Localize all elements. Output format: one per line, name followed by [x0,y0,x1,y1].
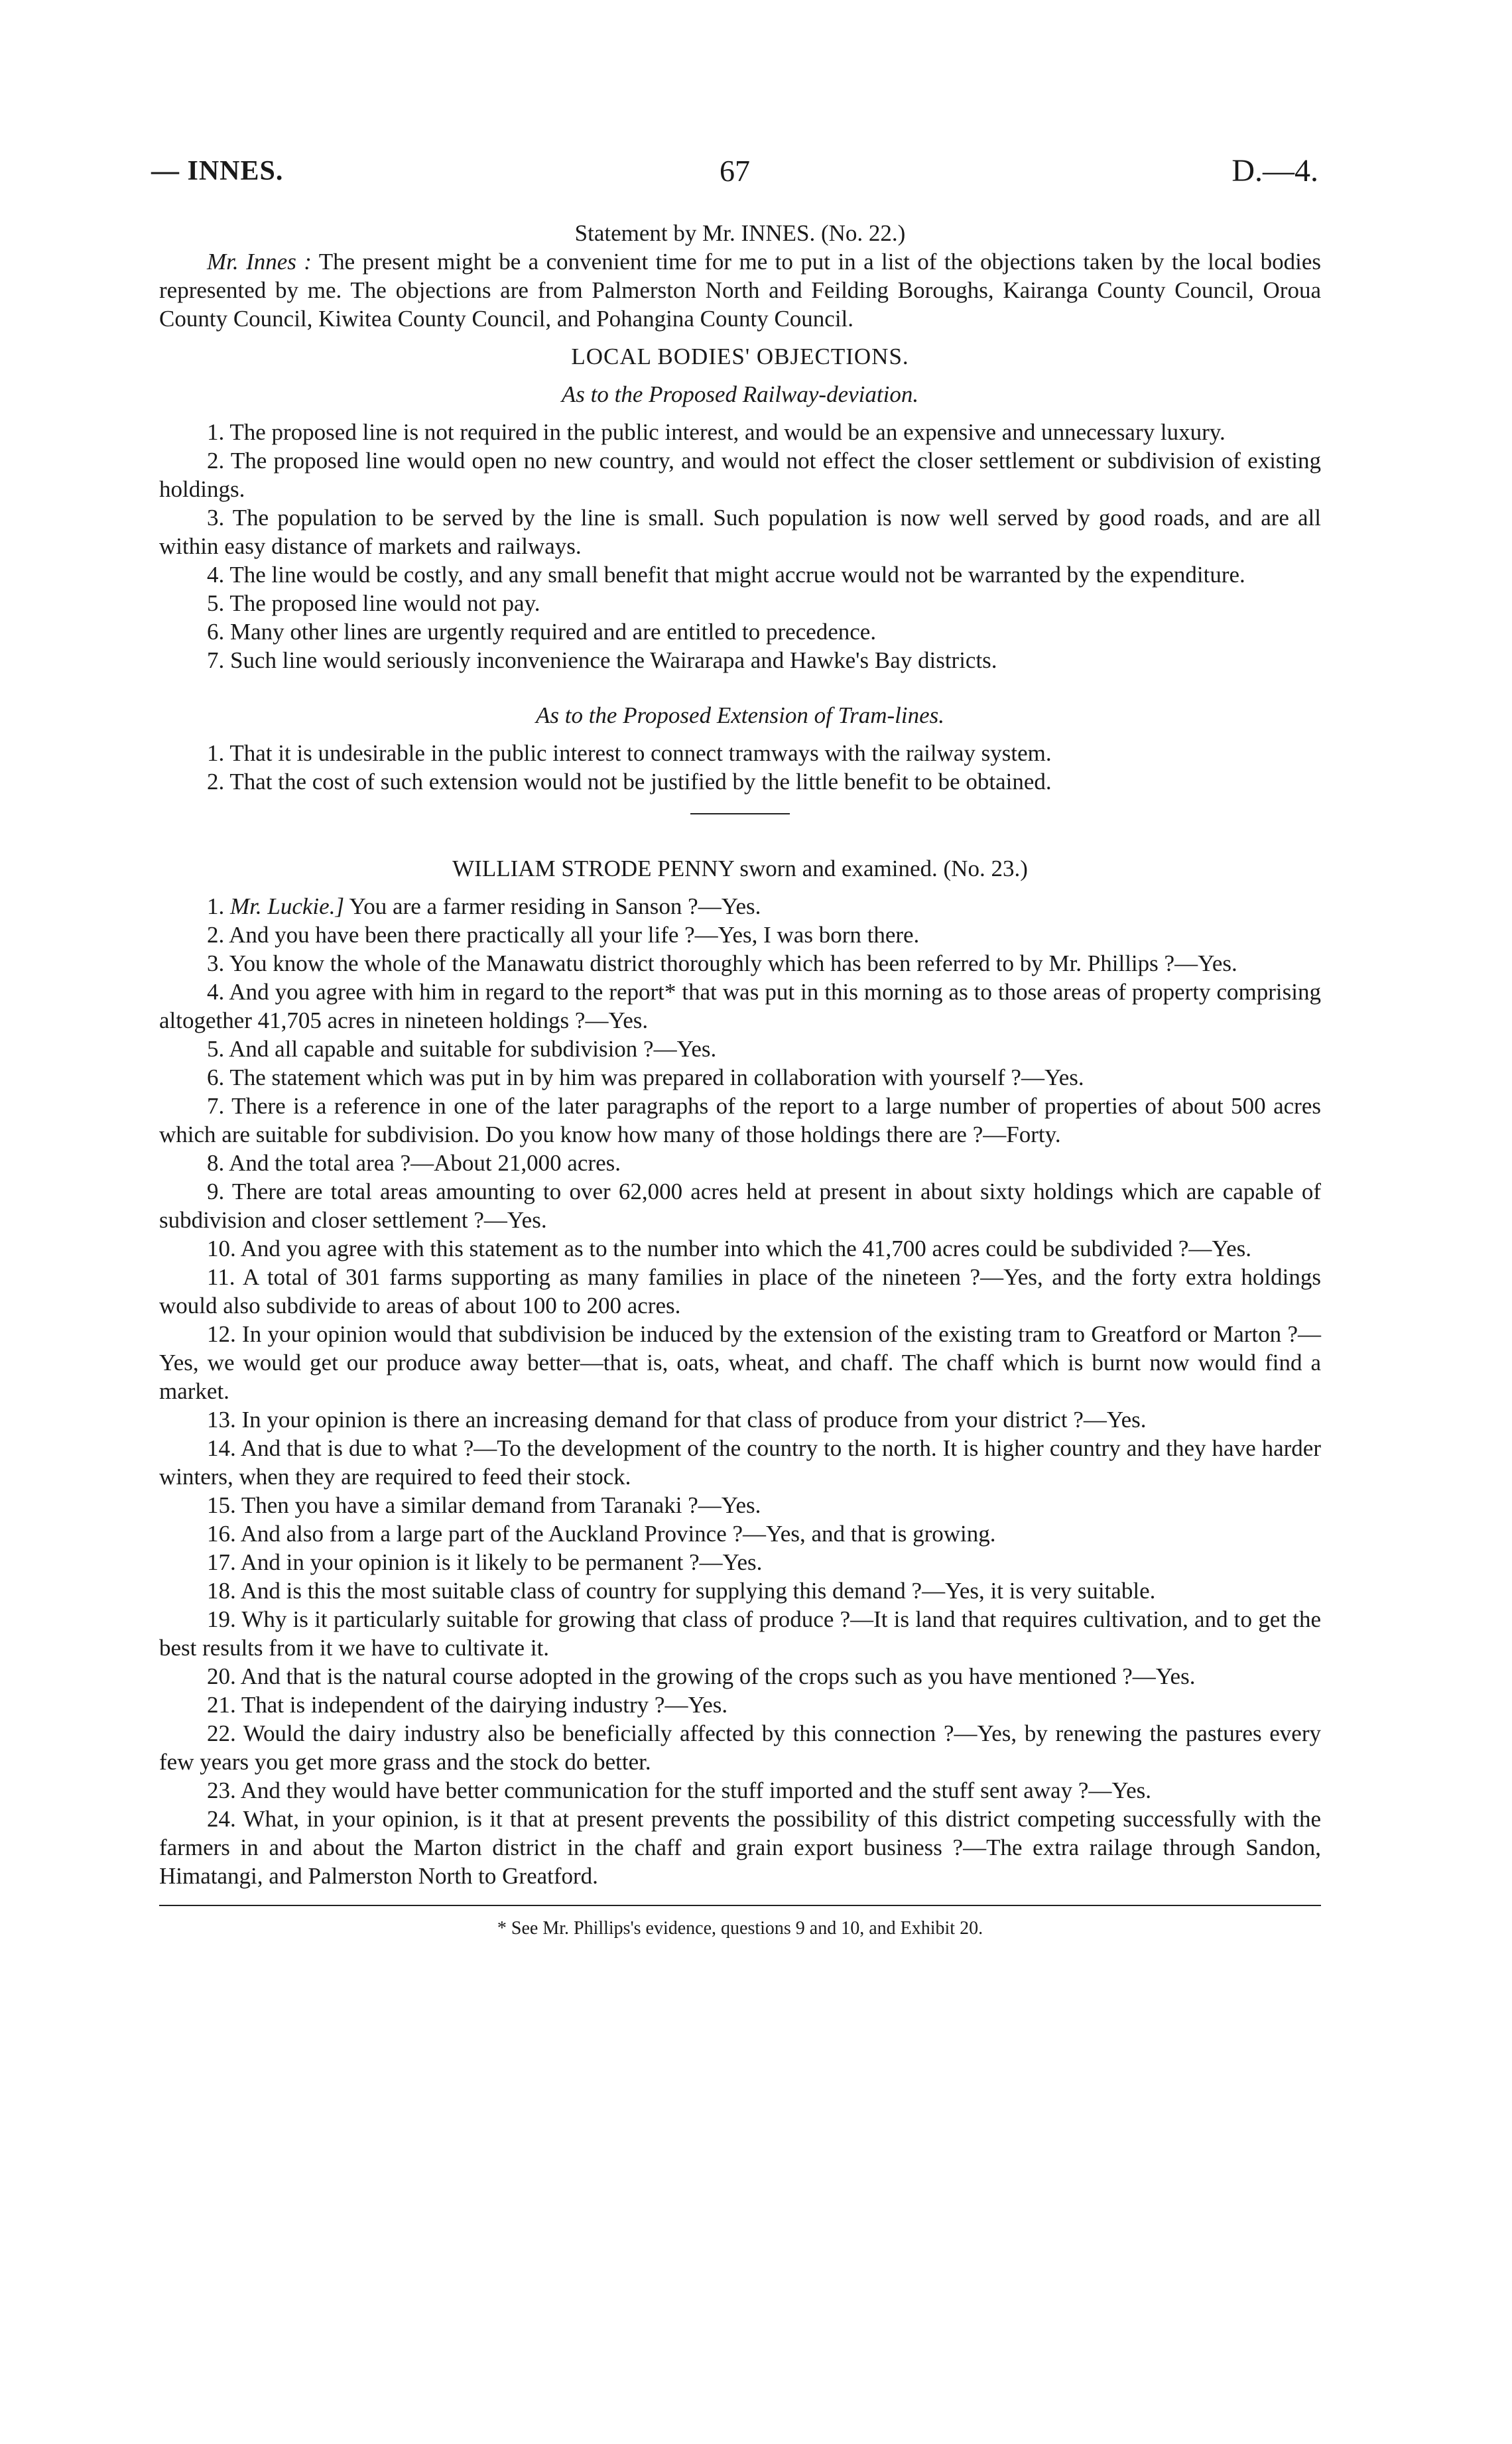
question-answer: 15. Then you have a similar demand from Taranaki ?—Yes. [207,1492,761,1518]
tram-objection: 1. That it is undesirable in the public interest to connect tramways with the railway system. [207,740,1052,766]
question-answer: 20. And that is the natural course adopted in the growing of the crops such as you have mentioned ?—Yes. [207,1663,1196,1689]
statement-speaker: Mr. Innes : [207,249,312,275]
footnote-rule [159,1905,1321,1906]
question-answer: 21. That is independent of the dairying industry ?—Yes. [207,1692,728,1718]
header-witness-name: — INNES. [151,156,284,186]
question-answer: 19. Why is it particularly suitable for growing that class of produce ?—It is land that requires cultivation, and to get the best results from it we have to cultivate it. [159,1606,1321,1661]
question-answer: 10. And you agree with this statement as to the number into which the 41,700 acres could be subdivided ?—Yes. [207,1236,1252,1261]
question-answer: 11. A total of 301 farms supporting as many families in place of the nineteen ?—Yes, and the forty extra holdings would also subdivide to areas of about 100 to 200 acres. [159,1264,1321,1318]
page-header [151,151,1318,191]
question-answer: 22. Would the dairy industry also be beneficially affected by this connection ?—Yes, by renewing the pastures every few years you get more grass and the stock do better. [159,1720,1321,1775]
statement-title: Statement by Mr. INNES. (No. 22.) [574,220,906,246]
statement-intro-text: The present might be a convenient time for me to put in a list of the objections taken by the local bodies represented by me. The objections are from Palmerston North and Feilding Boroughs, Kairanga County Council, Oroua County Council, Kiwitea County Council, and Pohangina County Council. [159,249,1321,332]
question-answer: 18. And is this the most suitable class of country for supplying this demand ?—Yes, it is very suitable. [207,1578,1156,1604]
railway-objection: 1. The proposed line is not required in the public interest, and would be an expensive and unnecessary luxury. [207,419,1226,445]
question-answer: 3. You know the whole of the Manawatu district thoroughly which has been referred to by Mr. Phillips ?—Yes. [207,950,1237,976]
tram-lines-heading: As to the Proposed Extension of Tram-lines. [535,702,945,728]
question-answer: 24. What, in your opinion, is it that at present prevents the possibility of this district competing successfully with the farmers in and about the Marton district in the chaff and grain export business ?—The extra railage through Sandon, Himatangi, and Palmerston North to Greatford. [159,1806,1321,1889]
question-answer: 8. And the total area ?—About 21,000 acres. [207,1150,621,1176]
section-divider [690,813,790,814]
tram-objection: 2. That the cost of such extension would not be justified by the little benefit to be obtained. [207,769,1052,795]
railway-objection: 6. Many other lines are urgently required and are entitled to precedence. [207,619,877,645]
question-answer: 17. And in your opinion is it likely to be permanent ?—Yes. [207,1549,763,1575]
statement-intro-paragraph [159,247,1321,333]
examination-title: WILLIAM STRODE PENNY sworn and examined. (No. 23.) [452,856,1028,881]
question-answer: 7. There is a reference in one of the later paragraphs of the report to a large number of properties of about 500 acres which are suitable for subdivision. Do you know how many of those holdings there are ?—Forty. [159,1093,1321,1147]
page-body [159,219,1321,1941]
question-answer: 23. And they would have better communication for the stuff imported and the stuff sent away ?—Yes. [207,1777,1152,1803]
questioner-name: Mr. Luckie.] [230,893,345,919]
question-answer: 14. And that is due to what ?—To the development of the country to the north. It is higher country and they have harder winters, when they are required to feed their stock. [159,1435,1321,1490]
question-answer: 13. In your opinion is there an increasing demand for that class of produce from your district ?—Yes. [207,1407,1147,1433]
question-answer: 1. Mr. Luckie.] You are a farmer residing in Sanson ?—Yes. [207,893,761,919]
railway-objection: 3. The population to be served by the line is small. Such population is now well served by good roads, and are all within easy distance of markets and railways. [159,505,1321,559]
question-answer: 5. And all capable and suitable for subdivision ?—Yes. [207,1036,717,1062]
page-number: 67 [720,154,750,188]
railway-objection: 2. The proposed line would open no new country, and would not effect the closer settlement or subdivision of existing holdings. [159,448,1321,502]
railway-objection: 7. Such line would seriously inconvenience the Wairarapa and Hawke's Bay districts. [207,647,997,673]
question-answer: 4. And you agree with him in regard to the report* that was put in this morning as to those areas of property comprising altogether 41,705 acres in nineteen holdings ?—Yes. [159,979,1321,1033]
railway-deviation-heading: As to the Proposed Railway-deviation. [561,381,919,407]
question-answer: 6. The statement which was put in by him was prepared in collaboration with yourself ?—Yes. [207,1064,1084,1090]
railway-objection: 5. The proposed line would not pay. [207,590,540,616]
document-reference: D.—4. [1231,153,1318,188]
question-answer: 2. And you have been there practically all your life ?—Yes, I was born there. [207,922,920,948]
objections-heading: LOCAL BODIES' OBJECTIONS. [571,344,909,369]
question-answer: 16. And also from a large part of the Auckland Province ?—Yes, and that is growing. [207,1521,996,1547]
question-answer: 9. There are total areas amounting to over 62,000 acres held at present in about sixty holdings which are capable of subdivision and closer settlement ?—Yes. [159,1179,1321,1233]
question-answer: 12. In your opinion would that subdivision be induced by the extension of the existing tram to Greatford or Marton ?—Yes, we would get our produce away better—that is, oats, wheat, and chaff. The chaff which is burnt now would find a market. [159,1321,1321,1404]
footnote: * See Mr. Phillips's evidence, questions 9 and 10, and Exhibit 20. [497,1918,983,1939]
railway-objection: 4. The line would be costly, and any small benefit that might accrue would not be warranted by the expenditure. [207,562,1245,588]
